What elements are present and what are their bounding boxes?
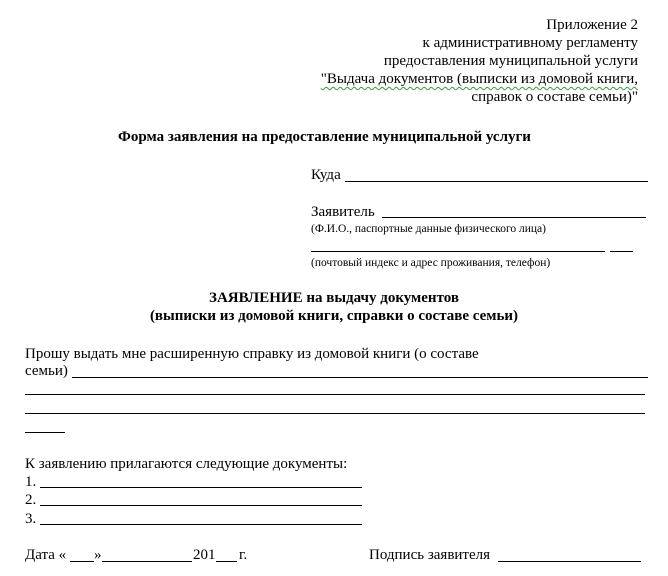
date-label: Дата « (25, 547, 67, 563)
attachment-item-3-field[interactable] (40, 524, 362, 525)
appendix-header (218, 16, 638, 106)
attachment-item-1-number: 1. (25, 474, 37, 490)
request-field-4[interactable] (25, 432, 65, 433)
attachment-item-3-number: 3. (25, 511, 37, 527)
attachments-label: К заявлению прилагаются следующие документы: (25, 456, 348, 472)
recipient-label: Куда (311, 167, 341, 183)
application-subheading: (выписки из домовой книги, справки о составе семьи) (149, 308, 519, 324)
applicant-name-field[interactable] (382, 217, 646, 218)
application-heading-rest: на выдачу документов (302, 290, 459, 306)
date-day-field[interactable] (70, 561, 94, 562)
request-field-1[interactable] (72, 377, 648, 378)
appendix-line-2: к административному регламенту (422, 35, 638, 51)
application-heading (0, 289, 668, 307)
applicant-label: Заявитель (311, 204, 375, 220)
attachment-item-1-field[interactable] (40, 487, 362, 488)
appendix-line-5: справок о составе семьи)" (471, 89, 638, 105)
signature-field[interactable] (498, 561, 641, 562)
attachment-item-2-number: 2. (25, 492, 37, 508)
request-field-3[interactable] (25, 413, 645, 414)
request-field-2[interactable] (25, 394, 645, 395)
request-line-1: Прошу выдать мне расширенную справку из домовой книги (о составе (25, 346, 479, 362)
date-month-field[interactable] (102, 561, 192, 562)
applicant-hint-2: (почтовый индекс и адрес проживания, телефон) (311, 257, 551, 269)
appendix-line-3: предоставления муниципальной услуги (383, 53, 638, 69)
signature-label: Подпись заявителя (369, 547, 491, 563)
date-year-suffix: г. (239, 547, 248, 563)
application-heading-word: ЗАЯВЛЕНИЕ (209, 290, 303, 306)
applicant-address-field[interactable] (311, 251, 605, 252)
form-title: Форма заявления на предоставление муниципальной услуги (118, 129, 531, 145)
appendix-line-4-text: "Выдача документов (выписки из домовой книги, (320, 71, 638, 87)
attachment-item-2-field[interactable] (40, 505, 362, 506)
appendix-line-1: Приложение 2 (546, 17, 638, 33)
recipient-field[interactable] (345, 181, 648, 182)
date-year-prefix: 201 (193, 547, 216, 563)
date-close: » (94, 547, 102, 563)
applicant-hint-1: (Ф.И.О., паспортные данные физического лица) (311, 223, 546, 235)
appendix-line-4 (218, 70, 638, 88)
applicant-address-field-tail[interactable] (610, 251, 633, 252)
date-year-field[interactable] (216, 561, 237, 562)
request-line-2-prefix: семьи) (25, 363, 68, 379)
